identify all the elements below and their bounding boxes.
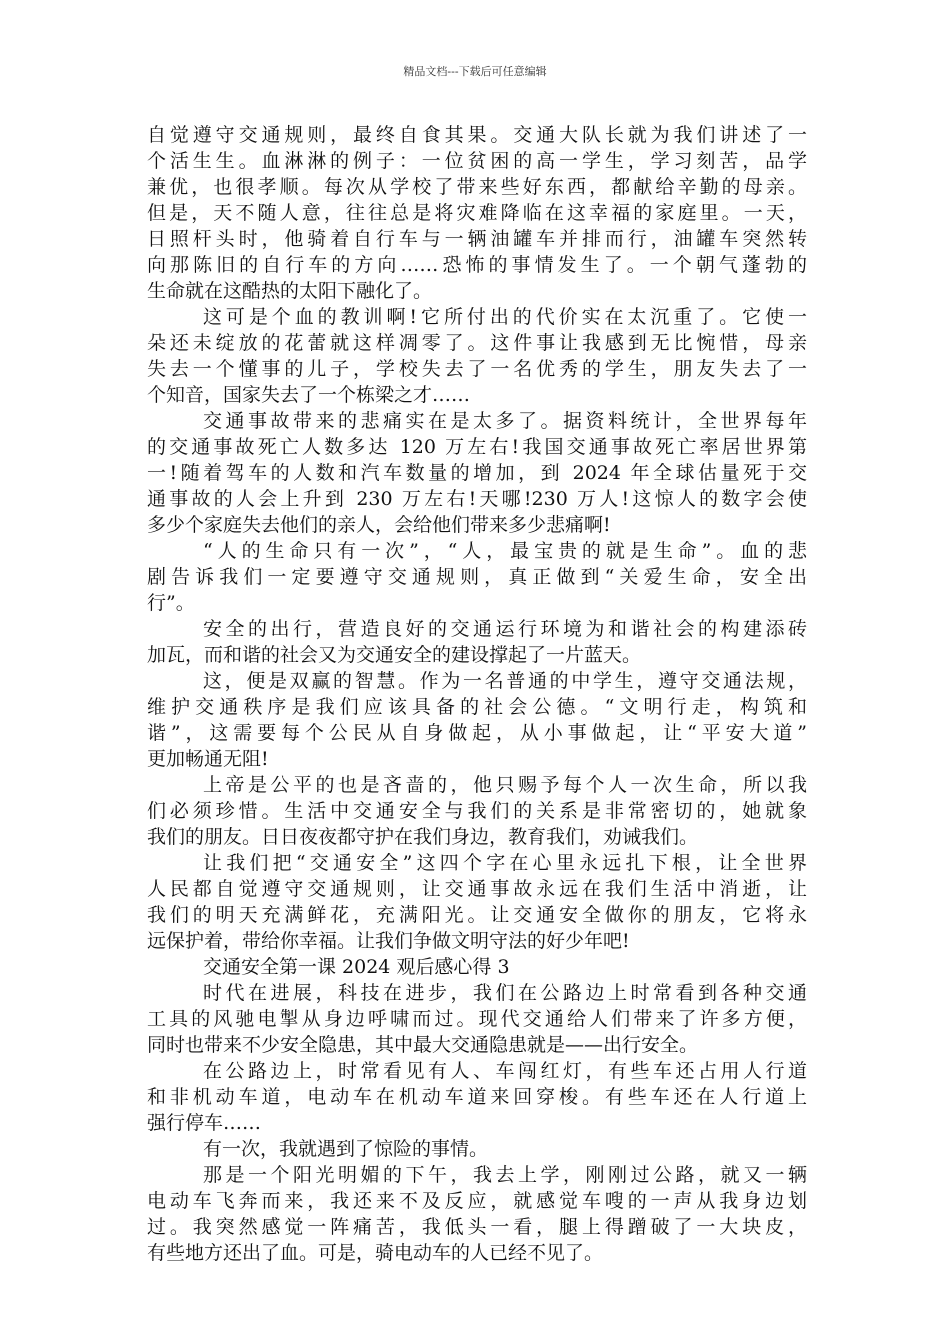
paragraph <box>147 122 807 304</box>
text-line: 兼优，也很孝顺。每次从学校了带来些好东西，都献给辛勤的母亲。 <box>147 176 807 198</box>
text-line: 上帝是公平的也是吝啬的，他只赐予每个人一次生命，所以我 <box>203 774 807 796</box>
text-line: “人的生命只有一次”，“人，最宝贵的就是生命”。血的悲 <box>203 540 807 562</box>
text-line: 个活生生。血淋淋的例子：一位贫困的高一学生，学习刻苦，品学 <box>147 150 807 172</box>
paragraph <box>147 538 807 616</box>
page-header: 精品文档---下载后可任意编辑 <box>403 65 547 78</box>
text-line: 和非机动车道，电动车在机动车道来回穿梭。有些车还在人行道上 <box>147 1086 807 1108</box>
text-line: 们必须珍惜。生活中交通安全与我们的关系是非常密切的，她就象 <box>147 800 807 822</box>
paragraph <box>147 1162 807 1266</box>
text-line: 剧告诉我们一定要遵守交通规则，真正做到“关爱生命，安全出 <box>147 566 807 588</box>
text-line: 我们的明天充满鲜花，充满阳光。让交通安全做你的朋友，它将永 <box>147 904 807 926</box>
paragraph <box>147 954 807 980</box>
text-line: 但是，天不随人意，往往总是将灾难降临在这幸福的家庭里。一天， <box>147 202 807 224</box>
text-line: 行”。 <box>147 592 195 614</box>
text-line: 生命就在这酷热的太阳下融化了。 <box>147 280 433 302</box>
paragraph <box>147 1136 807 1162</box>
text-line: 有一次，我就遇到了惊险的事情。 <box>203 1138 489 1160</box>
text-line: 安全的出行，营造良好的交通运行环境为和谐社会的构建添砖 <box>203 618 807 640</box>
text-line: 多少个家庭失去他们的亲人，会给他们带来多少悲痛啊! <box>147 514 611 536</box>
document-body <box>147 122 807 1266</box>
text-line: 维护交通秩序是我们应该具备的社会公德。“文明行走，构筑和 <box>147 696 807 718</box>
text-line: 向那陈旧的自行车的方向……恐怖的事情发生了。一个朝气蓬勃的 <box>147 254 807 276</box>
text-line: 一!随着驾车的人数和汽车数量的增加，到 2024 年全球估量死于交 <box>147 462 807 484</box>
text-line: 通事故的人会上升到 230 万左右!天哪!230 万人!这惊人的数字会使 <box>147 488 807 510</box>
paragraph <box>147 1058 807 1136</box>
text-line: 同时也带来不少安全隐患，其中最大交通隐患就是——出行安全。 <box>147 1034 699 1056</box>
text-line: 过。我突然感觉一阵痛苦，我低头一看，腿上得蹭破了一大块皮， <box>147 1216 807 1238</box>
text-line: 有些地方还出了血。可是，骑电动车的人已经不见了。 <box>147 1242 604 1264</box>
text-line: 这可是个血的教训啊!它所付出的代价实在太沉重了。它使一 <box>203 306 807 328</box>
text-line: 那是一个阳光明媚的下午，我去上学，刚刚过公路，就又一辆 <box>203 1164 807 1186</box>
text-line: 交通事故带来的悲痛实在是太多了。据资料统计，全世界每年 <box>203 410 807 432</box>
text-line: 日照杆头时，他骑着自行车与一辆油罐车并排而行，油罐车突然转 <box>147 228 807 250</box>
text-line: 我们的朋友。日日夜夜都守护在我们身边，教育我们，劝诫我们。 <box>147 826 699 848</box>
text-line: 失去一个懂事的儿子，学校失去了一名优秀的学生，朋友失去了一 <box>147 358 807 380</box>
text-line: 个知音，国家失去了一个栋梁之才…… <box>147 384 471 406</box>
text-line: 自觉遵守交通规则，最终自食其果。交通大队长就为我们讲述了一 <box>147 124 807 146</box>
paragraph <box>147 772 807 850</box>
text-line: 交通安全第一课 2024 观后感心得 3 <box>203 956 510 978</box>
paragraph <box>147 850 807 954</box>
text-line: 强行停车…… <box>147 1112 262 1134</box>
paragraph <box>147 980 807 1058</box>
paragraph <box>147 304 807 408</box>
text-line: 的交通事故死亡人数多达 120 万左右!我国交通事故死亡率居世界第 <box>147 436 807 458</box>
text-line: 时代在进展，科技在进步，我们在公路边上时常看到各种交通 <box>203 982 807 1004</box>
paragraph <box>147 408 807 538</box>
text-line: 加瓦，而和谐的社会又为交通安全的建设撑起了一片蓝天。 <box>147 644 642 666</box>
text-line: 谐”，这需要每个公民从自身做起，从小事做起，让“平安大道” <box>147 722 807 744</box>
text-line: 远保护着，带给你幸福。让我们争做文明守法的好少年吧! <box>147 930 630 952</box>
paragraph <box>147 616 807 668</box>
text-line: 更加畅通无阻! <box>147 748 269 770</box>
text-line: 让我们把“交通安全”这四个字在心里永远扎下根，让全世界 <box>203 852 807 874</box>
text-line: 人民都自觉遵守交通规则，让交通事故永远在我们生活中消逝，让 <box>147 878 807 900</box>
text-line: 朵还未绽放的花蕾就这样凋零了。这件事让我感到无比惋惜，母亲 <box>147 332 807 354</box>
paragraph <box>147 668 807 772</box>
text-line: 工具的风驰电掣从身边呼啸而过。现代交通给人们带来了许多方便， <box>147 1008 807 1030</box>
text-line: 这，便是双赢的智慧。作为一名普通的中学生，遵守交通法规， <box>203 670 807 692</box>
text-line: 在公路边上，时常看见有人、车闯红灯，有些车还占用人行道 <box>203 1060 807 1082</box>
text-line: 电动车飞奔而来，我还来不及反应，就感觉车嗖的一声从我身边划 <box>147 1190 807 1212</box>
